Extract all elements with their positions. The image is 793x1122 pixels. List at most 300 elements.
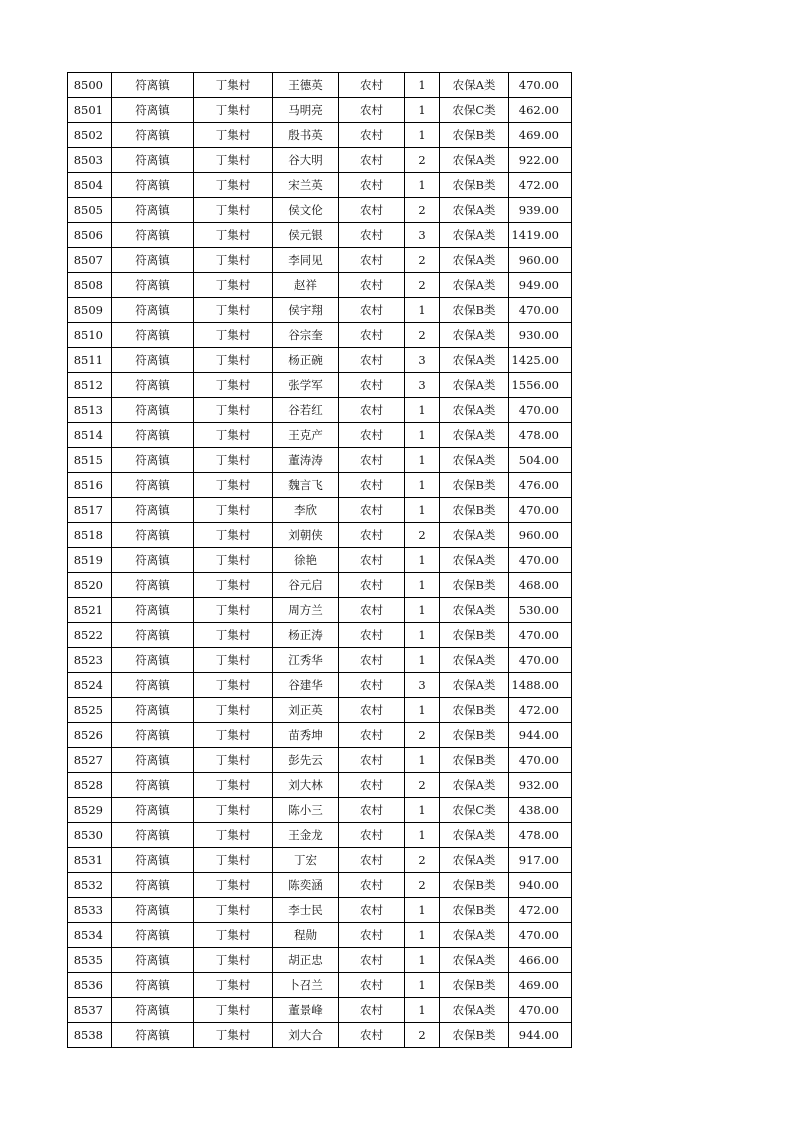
name-cell: 谷大明 — [273, 148, 339, 173]
row-id-cell: 8530 — [68, 823, 112, 848]
insurance-category-cell: 农保B类 — [440, 123, 509, 148]
village-cell: 丁集村 — [194, 423, 273, 448]
village-cell: 丁集村 — [194, 948, 273, 973]
town-cell: 符离镇 — [112, 223, 194, 248]
table-row — [68, 323, 572, 348]
town-cell: 符离镇 — [112, 523, 194, 548]
town-cell: 符离镇 — [112, 798, 194, 823]
row-id-cell: 8535 — [68, 948, 112, 973]
village-cell: 丁集村 — [194, 73, 273, 98]
table-row — [68, 848, 572, 873]
insurance-category-cell: 农保A类 — [440, 673, 509, 698]
insurance-category-cell: 农保A类 — [440, 848, 509, 873]
table-row — [68, 923, 572, 948]
name-cell: 魏言飞 — [273, 473, 339, 498]
area-type-cell: 农村 — [339, 673, 405, 698]
area-type-cell: 农村 — [339, 173, 405, 198]
name-cell: 侯元银 — [273, 223, 339, 248]
village-cell: 丁集村 — [194, 623, 273, 648]
row-id-cell: 8518 — [68, 523, 112, 548]
amount-cell: 470.00 — [509, 998, 572, 1023]
village-cell: 丁集村 — [194, 273, 273, 298]
amount-cell: 472.00 — [509, 898, 572, 923]
town-cell: 符离镇 — [112, 148, 194, 173]
area-type-cell: 农村 — [339, 73, 405, 98]
table-row — [68, 273, 572, 298]
area-type-cell: 农村 — [339, 748, 405, 773]
insurance-category-cell: 农保B类 — [440, 623, 509, 648]
village-cell: 丁集村 — [194, 523, 273, 548]
row-id-cell: 8528 — [68, 773, 112, 798]
household-count-cell: 2 — [405, 148, 440, 173]
area-type-cell: 农村 — [339, 798, 405, 823]
amount-cell: 468.00 — [509, 573, 572, 598]
amount-cell: 944.00 — [509, 1023, 572, 1048]
area-type-cell: 农村 — [339, 248, 405, 273]
household-count-cell: 2 — [405, 523, 440, 548]
table-row — [68, 598, 572, 623]
amount-cell: 1488.00 — [509, 673, 572, 698]
village-cell: 丁集村 — [194, 173, 273, 198]
insurance-category-cell: 农保A类 — [440, 923, 509, 948]
table-row — [68, 223, 572, 248]
amount-cell: 470.00 — [509, 748, 572, 773]
amount-cell: 470.00 — [509, 298, 572, 323]
town-cell: 符离镇 — [112, 123, 194, 148]
town-cell: 符离镇 — [112, 898, 194, 923]
town-cell: 符离镇 — [112, 573, 194, 598]
town-cell: 符离镇 — [112, 398, 194, 423]
row-id-cell: 8525 — [68, 698, 112, 723]
row-id-cell: 8500 — [68, 73, 112, 98]
town-cell: 符离镇 — [112, 473, 194, 498]
amount-cell: 939.00 — [509, 198, 572, 223]
town-cell: 符离镇 — [112, 673, 194, 698]
amount-cell: 470.00 — [509, 648, 572, 673]
row-id-cell: 8505 — [68, 198, 112, 223]
name-cell: 卜召兰 — [273, 973, 339, 998]
data-table — [67, 72, 572, 1048]
amount-cell: 917.00 — [509, 848, 572, 873]
amount-cell: 476.00 — [509, 473, 572, 498]
insurance-category-cell: 农保B类 — [440, 498, 509, 523]
household-count-cell: 1 — [405, 298, 440, 323]
name-cell: 杨正涛 — [273, 623, 339, 648]
name-cell: 陈小三 — [273, 798, 339, 823]
amount-cell: 960.00 — [509, 523, 572, 548]
area-type-cell: 农村 — [339, 873, 405, 898]
town-cell: 符离镇 — [112, 298, 194, 323]
row-id-cell: 8531 — [68, 848, 112, 873]
village-cell: 丁集村 — [194, 448, 273, 473]
table-row — [68, 698, 572, 723]
village-cell: 丁集村 — [194, 923, 273, 948]
town-cell: 符离镇 — [112, 923, 194, 948]
area-type-cell: 农村 — [339, 898, 405, 923]
name-cell: 王德英 — [273, 73, 339, 98]
table-row — [68, 423, 572, 448]
town-cell: 符离镇 — [112, 448, 194, 473]
amount-cell: 1556.00 — [509, 373, 572, 398]
household-count-cell: 1 — [405, 448, 440, 473]
town-cell: 符离镇 — [112, 973, 194, 998]
village-cell: 丁集村 — [194, 823, 273, 848]
row-id-cell: 8501 — [68, 98, 112, 123]
village-cell: 丁集村 — [194, 873, 273, 898]
row-id-cell: 8524 — [68, 673, 112, 698]
row-id-cell: 8513 — [68, 398, 112, 423]
name-cell: 陈奕涵 — [273, 873, 339, 898]
row-id-cell: 8522 — [68, 623, 112, 648]
household-count-cell: 1 — [405, 698, 440, 723]
name-cell: 董涛涛 — [273, 448, 339, 473]
amount-cell: 470.00 — [509, 73, 572, 98]
insurance-category-cell: 农保A类 — [440, 248, 509, 273]
area-type-cell: 农村 — [339, 848, 405, 873]
household-count-cell: 2 — [405, 1023, 440, 1048]
row-id-cell: 8517 — [68, 498, 112, 523]
area-type-cell: 农村 — [339, 473, 405, 498]
area-type-cell: 农村 — [339, 123, 405, 148]
insurance-category-cell: 农保A类 — [440, 348, 509, 373]
household-count-cell: 1 — [405, 948, 440, 973]
household-count-cell: 1 — [405, 648, 440, 673]
table-body — [68, 73, 572, 1048]
village-cell: 丁集村 — [194, 998, 273, 1023]
name-cell: 李同见 — [273, 248, 339, 273]
row-id-cell: 8507 — [68, 248, 112, 273]
amount-cell: 466.00 — [509, 948, 572, 973]
area-type-cell: 农村 — [339, 698, 405, 723]
area-type-cell: 农村 — [339, 573, 405, 598]
table-row — [68, 973, 572, 998]
town-cell: 符离镇 — [112, 873, 194, 898]
town-cell: 符离镇 — [112, 998, 194, 1023]
table-row — [68, 98, 572, 123]
table-row — [68, 248, 572, 273]
amount-cell: 469.00 — [509, 973, 572, 998]
table-row — [68, 573, 572, 598]
area-type-cell: 农村 — [339, 448, 405, 473]
table-row — [68, 623, 572, 648]
village-cell: 丁集村 — [194, 473, 273, 498]
table-row — [68, 723, 572, 748]
area-type-cell: 农村 — [339, 523, 405, 548]
amount-cell: 470.00 — [509, 548, 572, 573]
town-cell: 符离镇 — [112, 373, 194, 398]
household-count-cell: 1 — [405, 573, 440, 598]
household-count-cell: 3 — [405, 223, 440, 248]
household-count-cell: 3 — [405, 373, 440, 398]
insurance-category-cell: 农保A类 — [440, 423, 509, 448]
village-cell: 丁集村 — [194, 798, 273, 823]
table-row — [68, 498, 572, 523]
area-type-cell: 农村 — [339, 298, 405, 323]
village-cell: 丁集村 — [194, 498, 273, 523]
town-cell: 符离镇 — [112, 948, 194, 973]
table-row — [68, 398, 572, 423]
table-row — [68, 1023, 572, 1048]
amount-cell: 504.00 — [509, 448, 572, 473]
village-cell: 丁集村 — [194, 848, 273, 873]
insurance-category-cell: 农保A类 — [440, 323, 509, 348]
insurance-category-cell: 农保A类 — [440, 648, 509, 673]
area-type-cell: 农村 — [339, 323, 405, 348]
row-id-cell: 8506 — [68, 223, 112, 248]
amount-cell: 949.00 — [509, 273, 572, 298]
town-cell: 符离镇 — [112, 823, 194, 848]
row-id-cell: 8523 — [68, 648, 112, 673]
area-type-cell: 农村 — [339, 598, 405, 623]
name-cell: 谷宗奎 — [273, 323, 339, 348]
household-count-cell: 1 — [405, 123, 440, 148]
row-id-cell: 8502 — [68, 123, 112, 148]
village-cell: 丁集村 — [194, 198, 273, 223]
name-cell: 马明亮 — [273, 98, 339, 123]
area-type-cell: 农村 — [339, 623, 405, 648]
table-row — [68, 748, 572, 773]
amount-cell: 470.00 — [509, 623, 572, 648]
name-cell: 李欣 — [273, 498, 339, 523]
table-row — [68, 873, 572, 898]
household-count-cell: 1 — [405, 823, 440, 848]
insurance-category-cell: 农保B类 — [440, 473, 509, 498]
name-cell: 李士民 — [273, 898, 339, 923]
amount-cell: 470.00 — [509, 923, 572, 948]
amount-cell: 1425.00 — [509, 348, 572, 373]
insurance-category-cell: 农保A类 — [440, 198, 509, 223]
village-cell: 丁集村 — [194, 973, 273, 998]
amount-cell: 438.00 — [509, 798, 572, 823]
insurance-category-cell: 农保B类 — [440, 873, 509, 898]
row-id-cell: 8533 — [68, 898, 112, 923]
insurance-category-cell: 农保A类 — [440, 948, 509, 973]
town-cell: 符离镇 — [112, 173, 194, 198]
household-count-cell: 1 — [405, 423, 440, 448]
name-cell: 徐艳 — [273, 548, 339, 573]
household-count-cell: 1 — [405, 798, 440, 823]
row-id-cell: 8509 — [68, 298, 112, 323]
village-cell: 丁集村 — [194, 573, 273, 598]
town-cell: 符离镇 — [112, 748, 194, 773]
name-cell: 董景峰 — [273, 998, 339, 1023]
area-type-cell: 农村 — [339, 273, 405, 298]
row-id-cell: 8503 — [68, 148, 112, 173]
row-id-cell: 8504 — [68, 173, 112, 198]
row-id-cell: 8536 — [68, 973, 112, 998]
town-cell: 符离镇 — [112, 248, 194, 273]
village-cell: 丁集村 — [194, 373, 273, 398]
town-cell: 符离镇 — [112, 723, 194, 748]
name-cell: 王克产 — [273, 423, 339, 448]
name-cell: 侯文伦 — [273, 198, 339, 223]
household-count-cell: 3 — [405, 348, 440, 373]
amount-cell: 478.00 — [509, 823, 572, 848]
village-cell: 丁集村 — [194, 223, 273, 248]
name-cell: 胡正忠 — [273, 948, 339, 973]
insurance-category-cell: 农保B类 — [440, 748, 509, 773]
area-type-cell: 农村 — [339, 98, 405, 123]
name-cell: 程勋 — [273, 923, 339, 948]
insurance-category-cell: 农保A类 — [440, 73, 509, 98]
row-id-cell: 8538 — [68, 1023, 112, 1048]
area-type-cell: 农村 — [339, 398, 405, 423]
table-row — [68, 298, 572, 323]
table-row — [68, 523, 572, 548]
household-count-cell: 1 — [405, 748, 440, 773]
area-type-cell: 农村 — [339, 348, 405, 373]
name-cell: 江秀华 — [273, 648, 339, 673]
name-cell: 宋兰英 — [273, 173, 339, 198]
town-cell: 符离镇 — [112, 698, 194, 723]
name-cell: 谷元启 — [273, 573, 339, 598]
table-row — [68, 548, 572, 573]
insurance-category-cell: 农保A类 — [440, 523, 509, 548]
table-row — [68, 373, 572, 398]
insurance-category-cell: 农保C类 — [440, 98, 509, 123]
insurance-category-cell: 农保B类 — [440, 173, 509, 198]
name-cell: 殷书英 — [273, 123, 339, 148]
town-cell: 符离镇 — [112, 423, 194, 448]
table-row — [68, 148, 572, 173]
town-cell: 符离镇 — [112, 348, 194, 373]
amount-cell: 932.00 — [509, 773, 572, 798]
row-id-cell: 8526 — [68, 723, 112, 748]
amount-cell: 478.00 — [509, 423, 572, 448]
insurance-category-cell: 农保A类 — [440, 273, 509, 298]
amount-cell: 470.00 — [509, 498, 572, 523]
town-cell: 符离镇 — [112, 498, 194, 523]
village-cell: 丁集村 — [194, 148, 273, 173]
table-row — [68, 998, 572, 1023]
row-id-cell: 8512 — [68, 373, 112, 398]
table-row — [68, 473, 572, 498]
insurance-category-cell: 农保C类 — [440, 798, 509, 823]
town-cell: 符离镇 — [112, 323, 194, 348]
town-cell: 符离镇 — [112, 198, 194, 223]
row-id-cell: 8514 — [68, 423, 112, 448]
village-cell: 丁集村 — [194, 98, 273, 123]
village-cell: 丁集村 — [194, 598, 273, 623]
name-cell: 侯宇翔 — [273, 298, 339, 323]
area-type-cell: 农村 — [339, 423, 405, 448]
table-row — [68, 348, 572, 373]
household-count-cell: 2 — [405, 273, 440, 298]
insurance-category-cell: 农保A类 — [440, 223, 509, 248]
amount-cell: 472.00 — [509, 698, 572, 723]
table-row — [68, 798, 572, 823]
household-count-cell: 2 — [405, 323, 440, 348]
amount-cell: 944.00 — [509, 723, 572, 748]
insurance-category-cell: 农保A类 — [440, 448, 509, 473]
amount-cell: 930.00 — [509, 323, 572, 348]
name-cell: 王金龙 — [273, 823, 339, 848]
area-type-cell: 农村 — [339, 773, 405, 798]
area-type-cell: 农村 — [339, 498, 405, 523]
name-cell: 谷建华 — [273, 673, 339, 698]
insurance-category-cell: 农保B类 — [440, 1023, 509, 1048]
area-type-cell: 农村 — [339, 973, 405, 998]
household-count-cell: 1 — [405, 623, 440, 648]
insurance-category-cell: 农保B类 — [440, 973, 509, 998]
household-count-cell: 3 — [405, 673, 440, 698]
insurance-category-cell: 农保B类 — [440, 723, 509, 748]
name-cell: 丁宏 — [273, 848, 339, 873]
name-cell: 赵祥 — [273, 273, 339, 298]
insurance-category-cell: 农保B类 — [440, 573, 509, 598]
area-type-cell: 农村 — [339, 923, 405, 948]
village-cell: 丁集村 — [194, 348, 273, 373]
area-type-cell: 农村 — [339, 998, 405, 1023]
insurance-category-cell: 农保B类 — [440, 298, 509, 323]
town-cell: 符离镇 — [112, 548, 194, 573]
row-id-cell: 8534 — [68, 923, 112, 948]
village-cell: 丁集村 — [194, 548, 273, 573]
insurance-category-cell: 农保A类 — [440, 373, 509, 398]
insurance-category-cell: 农保B类 — [440, 898, 509, 923]
row-id-cell: 8532 — [68, 873, 112, 898]
name-cell: 彭先云 — [273, 748, 339, 773]
insurance-category-cell: 农保A类 — [440, 148, 509, 173]
insurance-category-cell: 农保A类 — [440, 548, 509, 573]
table-row — [68, 648, 572, 673]
table-row — [68, 173, 572, 198]
household-count-cell: 1 — [405, 898, 440, 923]
table-row — [68, 123, 572, 148]
amount-cell: 530.00 — [509, 598, 572, 623]
household-count-cell: 2 — [405, 773, 440, 798]
town-cell: 符离镇 — [112, 273, 194, 298]
insurance-category-cell: 农保A类 — [440, 398, 509, 423]
town-cell: 符离镇 — [112, 773, 194, 798]
village-cell: 丁集村 — [194, 773, 273, 798]
table-row — [68, 898, 572, 923]
name-cell: 刘正英 — [273, 698, 339, 723]
household-count-cell: 2 — [405, 198, 440, 223]
household-count-cell: 1 — [405, 473, 440, 498]
town-cell: 符离镇 — [112, 848, 194, 873]
row-id-cell: 8515 — [68, 448, 112, 473]
name-cell: 张学军 — [273, 373, 339, 398]
village-cell: 丁集村 — [194, 723, 273, 748]
household-count-cell: 1 — [405, 598, 440, 623]
area-type-cell: 农村 — [339, 648, 405, 673]
amount-cell: 1419.00 — [509, 223, 572, 248]
row-id-cell: 8508 — [68, 273, 112, 298]
household-count-cell: 1 — [405, 73, 440, 98]
amount-cell: 469.00 — [509, 123, 572, 148]
household-count-cell: 2 — [405, 848, 440, 873]
amount-cell: 462.00 — [509, 98, 572, 123]
village-cell: 丁集村 — [194, 698, 273, 723]
area-type-cell: 农村 — [339, 548, 405, 573]
table-row — [68, 673, 572, 698]
amount-cell: 940.00 — [509, 873, 572, 898]
row-id-cell: 8519 — [68, 548, 112, 573]
area-type-cell: 农村 — [339, 723, 405, 748]
insurance-category-cell: 农保A类 — [440, 998, 509, 1023]
amount-cell: 470.00 — [509, 398, 572, 423]
town-cell: 符离镇 — [112, 98, 194, 123]
row-id-cell: 8527 — [68, 748, 112, 773]
area-type-cell: 农村 — [339, 373, 405, 398]
village-cell: 丁集村 — [194, 248, 273, 273]
village-cell: 丁集村 — [194, 398, 273, 423]
household-count-cell: 1 — [405, 923, 440, 948]
household-count-cell: 1 — [405, 173, 440, 198]
area-type-cell: 农村 — [339, 823, 405, 848]
area-type-cell: 农村 — [339, 148, 405, 173]
